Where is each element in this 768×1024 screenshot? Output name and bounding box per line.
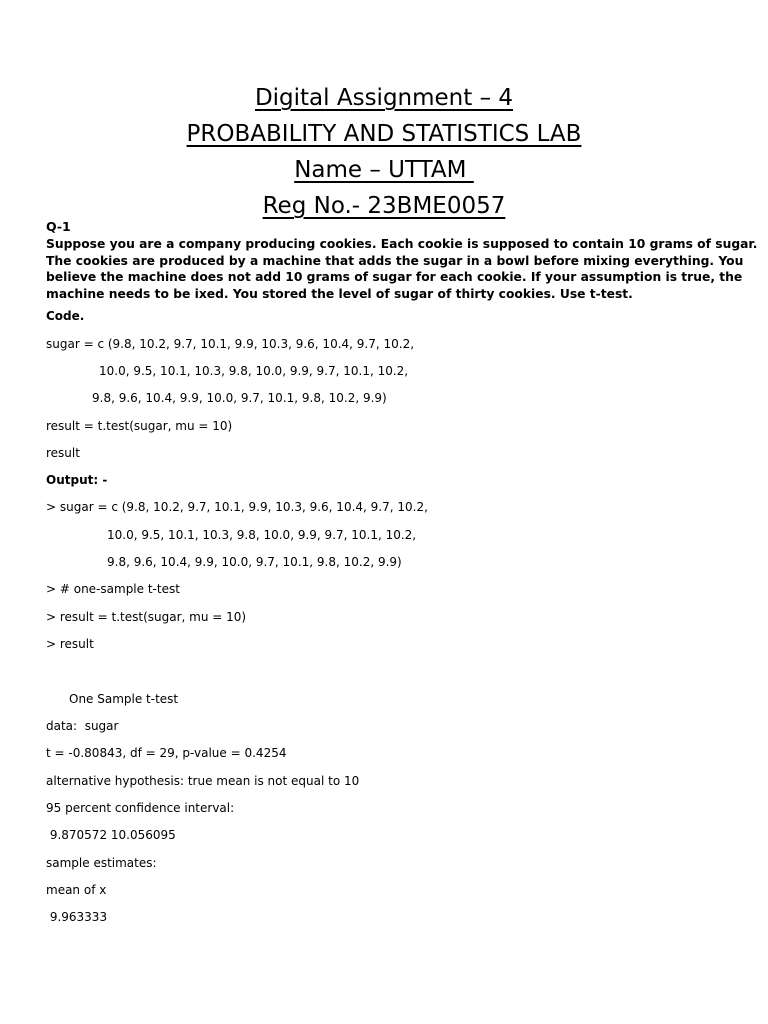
output-heading: Output: - bbox=[46, 473, 108, 487]
question-line: Suppose you are a company producing cookies. Each cookie is supposed to contain 10 grams of sugar. bbox=[46, 237, 758, 251]
course-title: PROBABILITY AND STATISTICS LAB bbox=[186, 121, 582, 147]
output-line: > result = t.test(sugar, mu = 10) bbox=[46, 610, 247, 624]
output-line: > result bbox=[46, 637, 94, 651]
code-line: result = t.test(sugar, mu = 10) bbox=[46, 419, 233, 433]
output-line: 95 percent confidence interval: bbox=[46, 801, 235, 815]
output-line: mean of x bbox=[46, 883, 107, 897]
output-line: 10.0, 9.5, 10.1, 10.3, 9.8, 10.0, 9.9, 9.7, 10.1, 10.2, bbox=[107, 528, 417, 542]
output-line: t = -0.80843, df = 29, p-value = 0.4254 bbox=[46, 746, 287, 760]
output-line: alternative hypothesis: true mean is not equal to 10 bbox=[46, 774, 360, 788]
output-line: 9.8, 9.6, 10.4, 9.9, 10.0, 9.7, 10.1, 9.8, 10.2, 9.9) bbox=[107, 555, 402, 569]
output-line: 9.870572 10.056095 bbox=[46, 828, 176, 842]
question-text bbox=[46, 236, 758, 302]
output-line: > # one-sample t-test bbox=[46, 582, 180, 596]
output-line: 9.963333 bbox=[46, 910, 108, 924]
code-line: 10.0, 9.5, 10.1, 10.3, 9.8, 10.0, 9.9, 9.7, 10.1, 10.2, bbox=[99, 364, 409, 378]
question-number: Q-1 bbox=[46, 219, 71, 234]
question-line: The cookies are produced by a machine that adds the sugar in a bowl before mixing everything. You bbox=[46, 253, 744, 268]
test-title: One Sample t-test bbox=[69, 692, 179, 706]
output-line: > sugar = c (9.8, 10.2, 9.7, 10.1, 9.9, 10.3, 9.6, 10.4, 9.7, 10.2, bbox=[46, 500, 428, 514]
code-heading: Code. bbox=[46, 309, 85, 323]
student-name: Name – UTTAM bbox=[294, 157, 474, 183]
output-line: sample estimates: bbox=[46, 856, 157, 870]
assignment-title: Digital Assignment – 4 bbox=[254, 85, 514, 111]
code-line: sugar = c (9.8, 10.2, 9.7, 10.1, 9.9, 10.3, 9.6, 10.4, 9.7, 10.2, bbox=[46, 337, 415, 351]
question-line: machine needs to be ixed. You stored the level of sugar of thirty cookies. Use t-test. bbox=[46, 286, 633, 301]
code-line: result bbox=[46, 446, 80, 460]
code-line: 9.8, 9.6, 10.4, 9.9, 10.0, 9.7, 10.1, 9.8, 10.2, 9.9) bbox=[92, 391, 387, 405]
question-line: believe the machine does not add 10 grams of sugar for each cookie. If your assumption is true, the bbox=[46, 270, 743, 284]
registration-number: Reg No.- 23BME0057 bbox=[262, 193, 506, 219]
output-line: data: sugar bbox=[46, 719, 119, 733]
